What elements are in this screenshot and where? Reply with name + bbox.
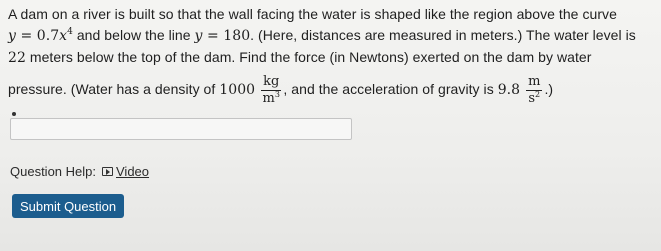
gravity-unit-fraction — [526, 75, 542, 106]
density-unit-den-base: m — [262, 91, 275, 106]
gravity-unit-den-base: s — [528, 91, 536, 106]
density-value: 1000 — [219, 82, 256, 99]
line-value: = 180 — [202, 28, 251, 44]
water-level-value: 22 — [8, 50, 26, 66]
submit-question-button[interactable]: Submit Question — [12, 194, 124, 218]
density-unit-den-exp: 3 — [274, 90, 280, 99]
question-help-label: Question Help: — [10, 164, 96, 179]
problem-line-2-rest: . (Here, distances are measured in meters.) The water level is — [250, 27, 636, 43]
problem-line-3-rest: meters below the top of the dam. Find the force (in Newtons) exerted on the dam by water — [25, 49, 592, 65]
gravity-unit-den-exp: 2 — [535, 90, 541, 99]
var-y-2: y — [194, 28, 203, 44]
answer-input[interactable] — [10, 118, 352, 140]
gravity-unit-denominator — [526, 91, 542, 106]
var-x: x — [59, 28, 68, 44]
curve-coefficient: = 0.7 — [15, 28, 60, 44]
problem-line-4 — [8, 75, 656, 106]
problem-line-3 — [8, 47, 656, 69]
curve-exponent: 4 — [67, 27, 73, 37]
problem-line-4-mid: , and the acceleration of gravity is — [283, 81, 498, 98]
density-unit-numerator: kg — [263, 74, 280, 89]
problem-statement — [8, 4, 656, 106]
var-y: y — [8, 28, 16, 44]
answer-bullet — [12, 112, 16, 116]
density-unit-denominator — [261, 91, 281, 106]
density-unit-fraction — [261, 75, 281, 106]
problem-line-2 — [8, 25, 656, 47]
gravity-value: 9.8 — [497, 82, 521, 99]
problem-line-2-mid: and below the line — [72, 27, 195, 43]
question-help — [10, 164, 149, 179]
play-box-icon — [102, 167, 113, 176]
problem-line-1-text: A dam on a river is built so that the wall facing the water is shaped like the region above the curve — [8, 6, 617, 22]
problem-line-1 — [8, 4, 656, 25]
problem-line-4-end: .) — [544, 81, 554, 98]
gravity-unit-numerator: m — [528, 74, 541, 89]
problem-line-4-pre: pressure. (Water has a density of — [8, 81, 220, 98]
video-link[interactable] — [102, 164, 149, 179]
video-link-label: Video — [116, 164, 150, 179]
